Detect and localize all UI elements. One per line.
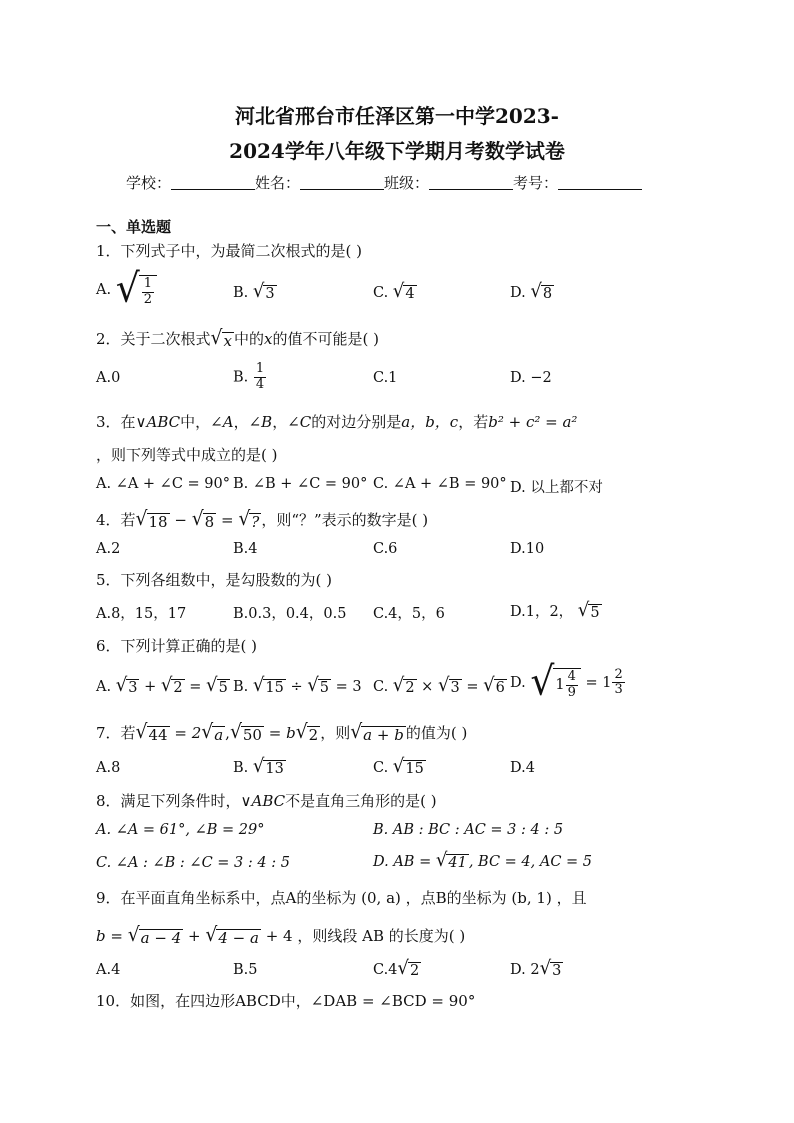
question-4-stem: 4．若 √ 18 − √ 8 = √ ? ，则“？”表示的数字是( ) bbox=[96, 508, 429, 531]
question-5-stem: 5．下列各组数中，是勾股数的为( ) bbox=[96, 571, 333, 589]
class-blank bbox=[429, 175, 513, 190]
q8-option-d: D. AB = √ 41 , BC = 4, AC = 5 bbox=[373, 849, 593, 872]
q4-option-b: B.4 bbox=[233, 541, 258, 557]
q1-option-a: A. √ $\frac{1}{2}$ bbox=[96, 272, 157, 308]
q4-option-a: A.2 bbox=[96, 541, 121, 557]
q7-option-d: D.4 bbox=[510, 760, 535, 776]
q7-option-c: C. √ 15 bbox=[373, 755, 424, 778]
q5-option-b: B.0.3，0.4，0.5 bbox=[233, 606, 347, 622]
q6-option-c: C. √ 2 × √ 3 = √ 6 bbox=[373, 674, 505, 697]
q3-option-a: A. ∠A + ∠C = 90° bbox=[96, 476, 230, 492]
question-3-stem-line-1: 3．在∨ABC中，∠A，∠B，∠C的对边分别是a，b，c，若b² + c² = a² bbox=[96, 413, 578, 431]
q2-option-a: A.0 bbox=[96, 370, 121, 386]
question-9-stem-line-1: 9．在平面直角坐标系中，点A的坐标为 (0, a) ，点B的坐标为 (b, 1) ，且 bbox=[96, 889, 587, 907]
q3-option-b: B. ∠B + ∠C = 90° bbox=[233, 476, 368, 492]
class-label: 班级： bbox=[384, 174, 430, 192]
exam-no-label: 考号： bbox=[513, 174, 559, 192]
q6-option-d: D. √ 1 $\frac{4}{9}$ = 1 $\frac{2}{3}$ bbox=[510, 657, 623, 705]
q8-option-c: C. ∠A : ∠B : ∠C = 3 : 4 : 5 bbox=[96, 855, 290, 871]
q5-option-a: A.8，15，17 bbox=[96, 606, 187, 622]
exam-no-blank bbox=[558, 175, 642, 190]
q8-option-b: B. AB : BC : AC = 3 : 4 : 5 bbox=[373, 822, 564, 838]
question-9-stem-line-2: b = √ a − 4 + √ 4 − a + 4 ，则线段 AB 的长度为( ) bbox=[96, 924, 466, 947]
name-blank bbox=[300, 175, 384, 190]
q7-option-b: B. √ 13 bbox=[233, 755, 284, 778]
q3-option-c: C. ∠A + ∠B = 90° bbox=[373, 476, 507, 492]
school-blank bbox=[171, 175, 255, 190]
question-8-stem: 8．满足下列条件时，∨ABC不是直角三角形的是( ) bbox=[96, 792, 437, 810]
q1-option-b: B. √ 3 bbox=[233, 280, 275, 303]
question-2-stem: 2．关于二次根式 √ x 中的x的值不可能是( ) bbox=[96, 327, 379, 350]
q9-option-d: D. 2 √ 3 bbox=[510, 957, 562, 980]
question-7-stem: 7．若 √ 44 = 2 √ a , √ 50 = b √ 2 ，则 √ a + b 的值为( ) bbox=[96, 721, 468, 744]
q1-option-d: D. √ 8 bbox=[510, 280, 553, 303]
q9-option-c: C.4 √ 2 bbox=[373, 957, 420, 980]
q8-option-a: A. ∠A = 61°, ∠B = 29° bbox=[96, 822, 265, 838]
q4-option-c: C.6 bbox=[373, 541, 398, 557]
q9-option-a: A.4 bbox=[96, 962, 121, 978]
title-line-2: 2024学年八年级下学期月考数学试卷 bbox=[229, 139, 565, 163]
question-10-stem: 10．如图，在四边形ABCD中，∠DAB = ∠BCD = 90° bbox=[96, 992, 476, 1010]
q3-option-d: D. 以上都不对 bbox=[510, 480, 603, 496]
section-heading: 一、单选题 bbox=[96, 218, 172, 236]
name-label: 姓名： bbox=[255, 174, 301, 192]
question-3-stem-line-2: ，则下列等式中成立的是( ) bbox=[96, 446, 278, 464]
q4-option-d: D.10 bbox=[510, 541, 545, 557]
school-label: 学校： bbox=[126, 174, 172, 192]
q9-option-b: B.5 bbox=[233, 962, 258, 978]
student-info-line bbox=[126, 172, 642, 193]
q5-option-d: D.1，2， √ 5 bbox=[510, 599, 600, 622]
question-6-stem: 6．下列计算正确的是( ) bbox=[96, 637, 258, 655]
question-1-stem: 1．下列式子中，为最简二次根式的是( ) bbox=[96, 242, 363, 260]
q1-option-c: C. √ 4 bbox=[373, 280, 415, 303]
q6-option-b: B. √ 15 ÷ √ 5 = 3 bbox=[233, 674, 362, 697]
title-line-1: 河北省邢台市任泽区第一中学2023- bbox=[235, 104, 559, 128]
q2-option-d: D. −2 bbox=[510, 370, 552, 386]
q7-option-a: A.8 bbox=[96, 760, 121, 776]
q2-option-b: B. $\frac{1}{4}$ bbox=[233, 361, 265, 392]
q2-option-c: C.1 bbox=[373, 370, 398, 386]
q5-option-c: C.4，5，6 bbox=[373, 606, 445, 622]
q6-option-a: A. √ 3 + √ 2 = √ 5 bbox=[96, 674, 228, 697]
